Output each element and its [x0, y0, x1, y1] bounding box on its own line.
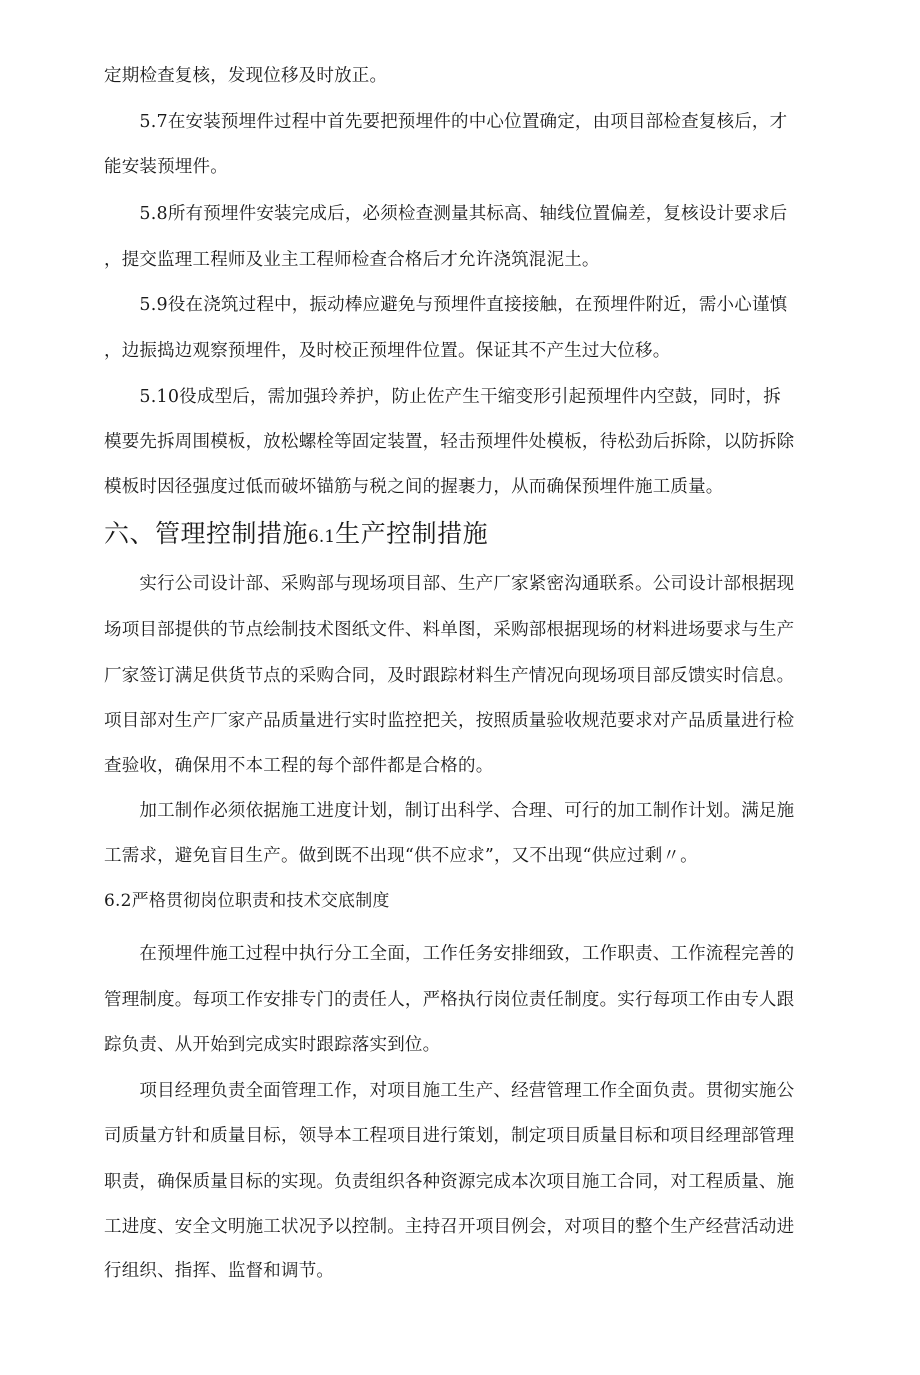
text-line: ，边振捣边观察预埋件，及时校正预埋件位置。保证其不产生过大位移。 — [104, 341, 671, 361]
text-line: 管理制度。每项工作安排专门的责任人，严格执行岗位责任制度。实行每项工作由专人跟 — [104, 990, 795, 1010]
text-line: 项目经理负责全面管理工作，对项目施工生产、经营管理工作全面负责。贯彻实施公 — [104, 1081, 795, 1101]
text-line: 实行公司设计部、采购部与现场项目部、生产厂家紧密沟通联系。公司设计部根据现 — [104, 574, 795, 594]
text-line: 5.9役在浇筑过程中，振动棒应避免与预埋件直接接触，在预埋件附近，需小心谨慎 — [104, 295, 788, 315]
text-line: 加工制作必须依据施工进度计划，制订出科学、合理、可行的加工制作计划。满足施 — [104, 801, 795, 821]
text-line: 定期检查复核，发现位移及时放正。 — [104, 66, 388, 86]
text-line: ，提交监理工程师及业主工程师检查合格后才允许浇筑混泥土。 — [104, 250, 600, 270]
text-line: 项目部对生产厂家产品质量进行实时监控把关，按照质量验收规范要求对产品质量进行检 — [104, 711, 795, 731]
text-line: 踪负责、从开始到完成实时跟踪落实到位。 — [104, 1035, 441, 1055]
text-line: 模板时因径强度过低而破坏锚筋与税之间的握裹力，从而确保预埋件施工质量。 — [104, 477, 724, 497]
sub-heading: 6.2严格贯彻岗位职责和技术交底制度 — [104, 891, 390, 911]
heading-part-1: 六、管理控制措施 — [104, 519, 309, 548]
text-line: 工进度、安全文明施工状况予以控制。主持召开项目例会，对项目的整个生产经营活动进 — [104, 1217, 795, 1237]
heading-part-2: 生产控制措施 — [335, 519, 489, 548]
section-heading — [104, 514, 488, 550]
text-line: 5.8所有预埋件安装完成后，必须检查测量其标高、轴线位置偏差，复核设计要求后 — [104, 204, 788, 224]
text-line: 行组织、指挥、监督和调节。 — [104, 1261, 335, 1281]
text-line: 在预埋件施工过程中执行分工全面，工作任务安排细致，工作职责、工作流程完善的 — [104, 944, 795, 964]
text-line: 厂家签订满足供货节点的采购合同，及时跟踪材料生产情况向现场项目部反馈实时信息。 — [104, 666, 795, 686]
text-line: 司质量方针和质量目标，领导本工程项目进行策划，制定项目质量目标和项目经理部管理 — [104, 1126, 795, 1146]
text-line: 模要先拆周围模板，放松螺栓等固定装置，轻击预埋件处模板，待松劲后拆除，以防拆除 — [104, 432, 795, 452]
text-line: 职责，确保质量目标的实现。负责组织各种资源完成本次项目施工合同，对工程质量、施 — [104, 1172, 795, 1192]
text-line: 场项目部提供的节点绘制技术图纸文件、料单图，采购部根据现场的材料进场要求与生产 — [104, 620, 795, 640]
text-line: 能安装预埋件。 — [104, 157, 228, 177]
text-line: 工需求，避免盲目生产。做到既不出现“供不应求”，又不出现“供应过剩〃。 — [104, 846, 698, 866]
heading-number: 6.1 — [308, 527, 336, 547]
text-line: 查验收，确保用不本工程的每个部件都是合格的。 — [104, 756, 494, 776]
text-line: 5.10役成型后，需加强玲养护，防止佐产生干缩变形引起预埋件内空鼓，同时，拆 — [104, 387, 781, 407]
text-line: 5.7在安装预埋件过程中首先要把预埋件的中心位置确定，由项目部检查复核后，才 — [104, 112, 788, 132]
